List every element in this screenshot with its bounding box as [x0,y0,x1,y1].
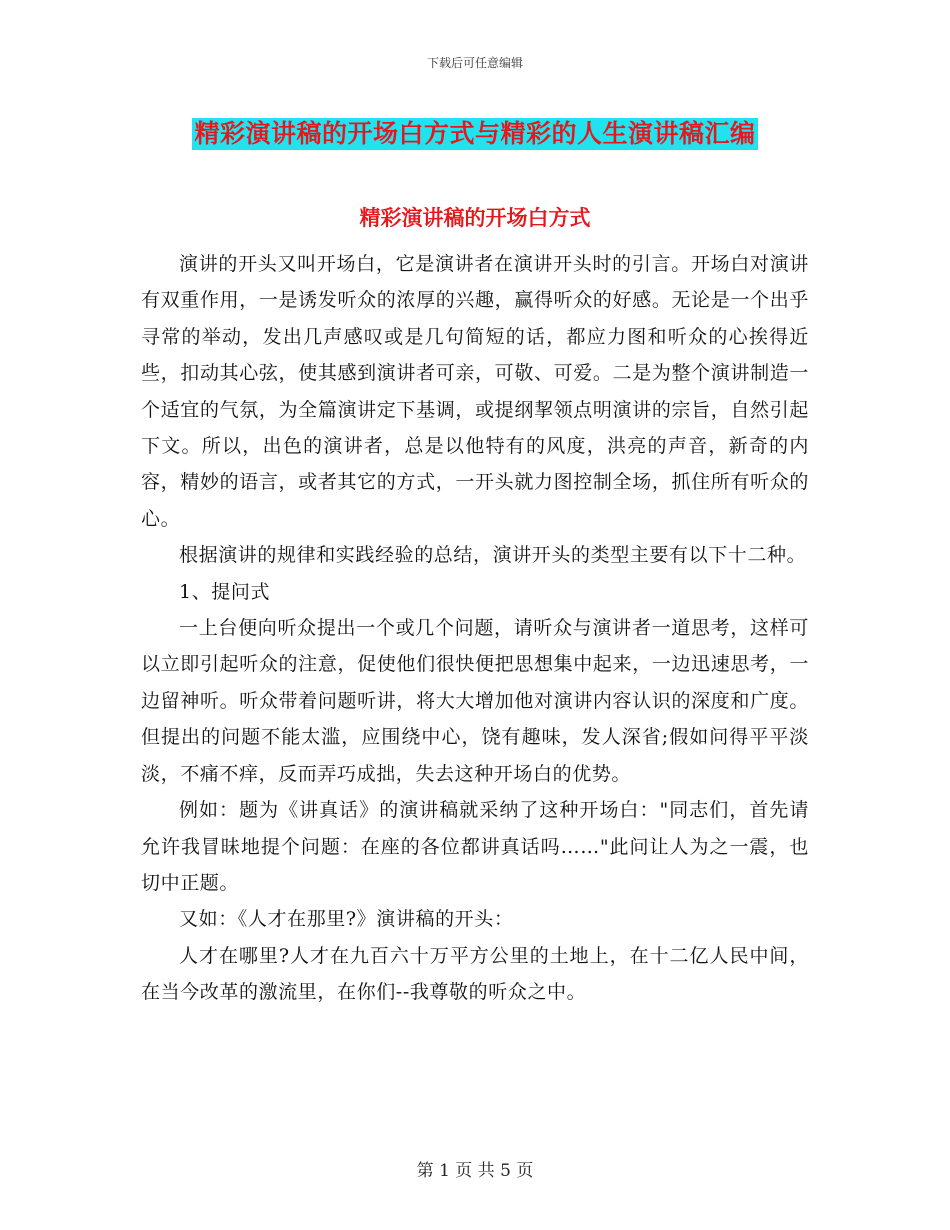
document-title [0,112,950,150]
paragraph-subheading-question-style: 1、提问式 [179,580,271,603]
header-note: 下载后可任意编辑 [426,56,523,70]
section-body [141,246,809,1011]
paragraph-example-two-intro: 又如：《人才在那里?》演讲稿的开头： [179,908,514,931]
page-footer: 第 1 页 共 5 页 [416,1161,534,1181]
paragraph-example-two-quote: 人才在哪里?人才在九百六十万平方公里的土地上，在十二亿人民中间，在当今改革的激流里，在你们--我尊敬的听众之中。 [141,944,809,1004]
paragraph-question-style-description: 一上台便向听众提出一个或几个问题，请听众与演讲者一道思考，这样可以立即引起听众的注意，促使他们很快便把思想集中起来，一边迅速思考，一边留神听。听众带着问题听讲，将大大增加他对演讲内容认识的深度和广度。但提出的问题不能太滥，应围绕中心，饶有趣味，发人深省;假如问得平平淡淡，不痛不痒，反而弄巧成拙，失去这种开场白的优势。 [141,617,809,785]
paragraph-types: 根据演讲的规律和实践经验的总结，演讲开头的类型主要有以下十二种。 [179,544,807,567]
paragraph-intro: 演讲的开头又叫开场白，它是演讲者在演讲开头时的引言。开场白对演讲有双重作用，一是诱发听众的浓厚的兴趣，赢得听众的好感。无论是一个出乎寻常的举动，发出几声感叹或是几句简短的话，都应力图和听众的心挨得近些，扣动其心弦，使其感到演讲者可亲，可敬、可爱。二是为整个演讲制造一个适宜的气氛，为全篇演讲定下基调，或提纲挈领点明演讲的宗旨，自然引起下文。所以，出色的演讲者，总是以他特有的风度，洪亮的声音，新奇的内容，精妙的语言，或者其它的方式，一开头就力图控制全场，抓住所有听众的心。 [141,253,809,530]
paragraph-example-one: 例如：题为《讲真话》的演讲稿就采纳了这种开场白："同志们，首先请允许我冒昧地提个问题：在座的各位都讲真话吗……"此问让人为之一震，也切中正题。 [141,799,809,894]
section-heading: 精彩演讲稿的开场白方式 [359,205,591,230]
document-title-text: 精彩演讲稿的开场白方式与精彩的人生演讲稿汇编 [194,119,756,148]
